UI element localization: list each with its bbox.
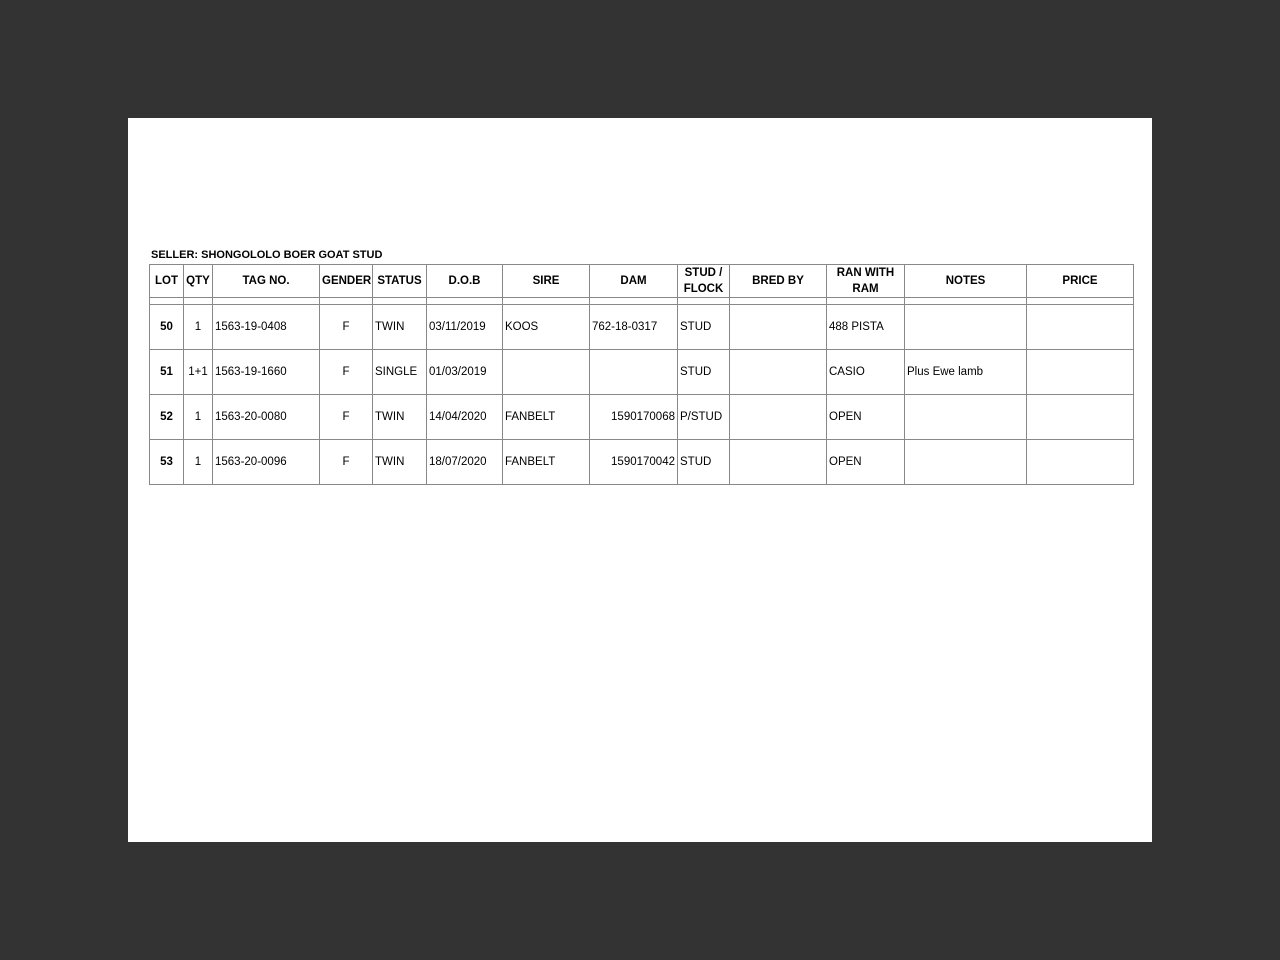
cell-gender: F — [320, 350, 373, 395]
cell-sire: FANBELT — [503, 395, 590, 440]
cell-tag: 1563-20-0080 — [213, 395, 320, 440]
col-header-dam: DAM — [590, 265, 678, 298]
col-header-sire: SIRE — [503, 265, 590, 298]
document-page — [128, 118, 1152, 842]
cell-dam: 1590170042 — [590, 440, 678, 485]
cell-dam: 762-18-0317 — [590, 305, 678, 350]
cell-sire: FANBELT — [503, 440, 590, 485]
seller-title: SELLER: SHONGOLOLO BOER GOAT STUD — [151, 249, 383, 261]
cell-status: TWIN — [373, 440, 427, 485]
col-header-ran-with-ram-line1: RAN WITH — [836, 267, 895, 279]
cell-price — [1027, 395, 1134, 440]
table-row — [150, 440, 1134, 485]
cell-stud-flock: STUD — [678, 350, 730, 395]
cell-sire: KOOS — [503, 305, 590, 350]
cell-ran-with-ram: OPEN — [827, 395, 905, 440]
col-header-dob: D.O.B — [427, 265, 503, 298]
cell-gender: F — [320, 395, 373, 440]
cell-notes — [905, 305, 1027, 350]
col-header-notes: NOTES — [905, 265, 1027, 298]
cell-qty: 1 — [184, 305, 213, 350]
cell-notes — [905, 395, 1027, 440]
cell-tag: 1563-19-1660 — [213, 350, 320, 395]
cell-tag: 1563-19-0408 — [213, 305, 320, 350]
col-header-lot: LOT — [150, 265, 184, 298]
spacer-row — [150, 298, 1134, 305]
cell-gender: F — [320, 305, 373, 350]
cell-tag: 1563-20-0096 — [213, 440, 320, 485]
cell-dob: 14/04/2020 — [427, 395, 503, 440]
col-header-tag: TAG NO. — [213, 265, 320, 298]
col-header-gender: GENDER — [320, 265, 373, 298]
cell-sire — [503, 350, 590, 395]
cell-stud-flock: STUD — [678, 440, 730, 485]
cell-price — [1027, 350, 1134, 395]
cell-dob: 18/07/2020 — [427, 440, 503, 485]
cell-notes — [905, 440, 1027, 485]
header-row — [150, 265, 1134, 298]
table-row — [150, 350, 1134, 395]
cell-dob: 03/11/2019 — [427, 305, 503, 350]
col-header-stud-flock-line1: STUD / — [684, 267, 723, 279]
cell-dob: 01/03/2019 — [427, 350, 503, 395]
col-header-price: PRICE — [1027, 265, 1134, 298]
col-header-stud-flock — [678, 265, 730, 298]
cell-status: SINGLE — [373, 350, 427, 395]
cell-qty: 1 — [184, 440, 213, 485]
table-row — [150, 305, 1134, 350]
cell-status: TWIN — [373, 305, 427, 350]
cell-dam — [590, 350, 678, 395]
cell-price — [1027, 305, 1134, 350]
cell-bred-by — [730, 440, 827, 485]
cell-lot: 50 — [150, 305, 184, 350]
cell-ran-with-ram: OPEN — [827, 440, 905, 485]
col-header-ran-with-ram — [827, 265, 905, 298]
cell-lot: 53 — [150, 440, 184, 485]
lots-table — [149, 264, 1134, 485]
cell-ran-with-ram: CASIO — [827, 350, 905, 395]
cell-notes: Plus Ewe lamb — [905, 350, 1027, 395]
col-header-qty: QTY — [184, 265, 213, 298]
cell-qty: 1 — [184, 395, 213, 440]
col-header-bred-by: BRED BY — [730, 265, 827, 298]
col-header-stud-flock-line2: FLOCK — [683, 283, 724, 295]
cell-bred-by — [730, 305, 827, 350]
col-header-status: STATUS — [373, 265, 427, 298]
cell-lot: 51 — [150, 350, 184, 395]
cell-bred-by — [730, 350, 827, 395]
col-header-ran-with-ram-line2: RAM — [852, 283, 879, 295]
cell-bred-by — [730, 395, 827, 440]
cell-dam: 1590170068 — [590, 395, 678, 440]
cell-price — [1027, 440, 1134, 485]
cell-qty: 1+1 — [184, 350, 213, 395]
cell-gender: F — [320, 440, 373, 485]
cell-stud-flock: STUD — [678, 305, 730, 350]
cell-ran-with-ram: 488 PISTA — [827, 305, 905, 350]
cell-stud-flock: P/STUD — [678, 395, 730, 440]
cell-status: TWIN — [373, 395, 427, 440]
cell-lot: 52 — [150, 395, 184, 440]
table-row — [150, 395, 1134, 440]
